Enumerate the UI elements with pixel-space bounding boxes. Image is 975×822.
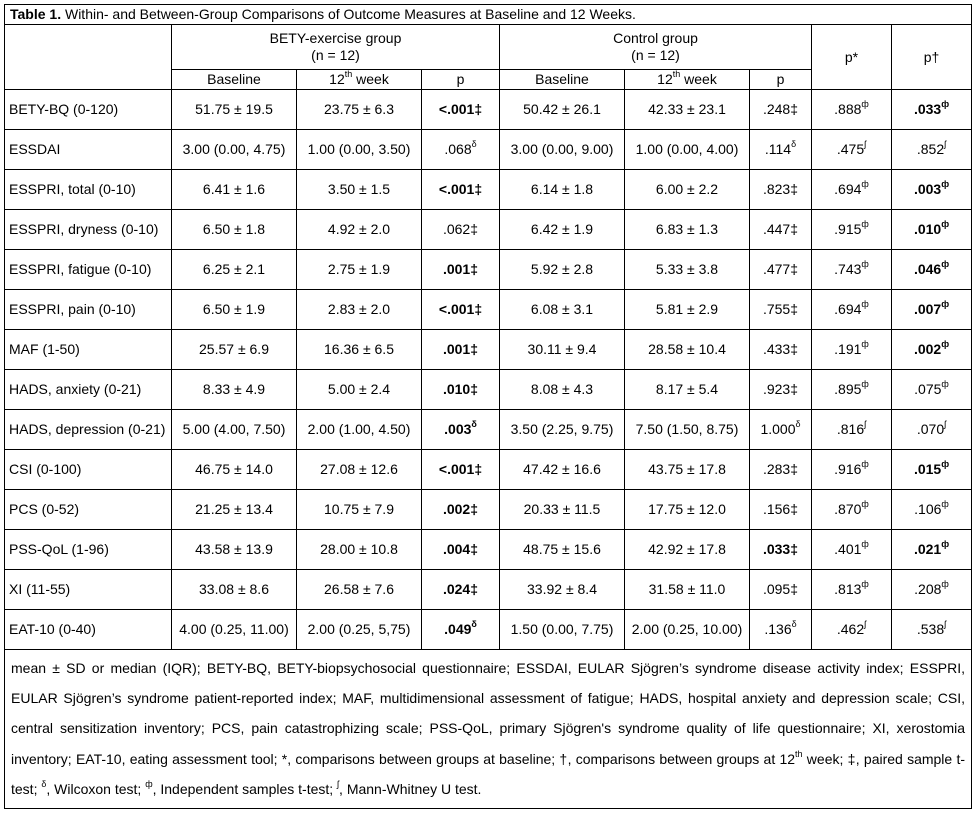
cell-exercise-week12: 2.75 ± 1.9 — [297, 250, 422, 290]
cell-exercise-week12: 5.00 ± 2.4 — [297, 370, 422, 410]
cell-p-dagger: $.010^ф$ — [892, 210, 972, 250]
cell-exercise-p: .001‡ — [422, 330, 500, 370]
cell-p-dagger: $.046^ф$ — [892, 250, 972, 290]
cell-measure: PSS-QoL (1-96) — [5, 530, 172, 570]
cell-control-baseline: 30.11 ± 9.4 — [500, 330, 625, 370]
cell-p-dagger: $.852^ʃ$ — [892, 130, 972, 170]
table-row — [5, 330, 972, 370]
table-row — [5, 450, 972, 490]
group-control-name: Control group — [613, 30, 698, 46]
cell-measure: PCS (0-52) — [5, 490, 172, 530]
cell-control-p: .433‡ — [750, 330, 812, 370]
cell-p-dagger: $.208^ф$ — [892, 570, 972, 610]
cell-exercise-baseline: 6.41 ± 1.6 — [172, 170, 297, 210]
cell-control-baseline: 50.42 ± 26.1 — [500, 90, 625, 130]
cell-exercise-p: $.049^\delta$ — [422, 610, 500, 650]
cell-control-p: .823‡ — [750, 170, 812, 210]
cell-p-star: $.915^ф$ — [812, 210, 892, 250]
cell-control-baseline: 8.08 ± 4.3 — [500, 370, 625, 410]
cell-control-p: .095‡ — [750, 570, 812, 610]
subheader-exercise-week12: 12th week — [297, 70, 422, 90]
table-footnote: mean ± SD or median (IQR); BETY-BQ, BETY-biopsychosocial questionnaire; ESSDAI, EULAR Sjögren’s syndrome disease activity index; ESSPRI, EULAR Sjögren’s syndrome patient-reported index; MAF, multidimensional assessment of fatigue; HADS, hospital anxiety and depression scale; CSI, central sensitization inventory; PCS, pain catastrophizing scale; PSS-QoL, primary Sjögren's syndrome quality of life questionnaire; XI, xerostomia inventory; EAT-10, eating assessment tool; *, comparisons between groups at baseline; †, comparisons between groups at 12th week; ‡, paired sample t-test; $^\delta$, Wilcoxon test; $^ф$, Independent samples t-test; $^ʃ$, Mann-Whitney U test. — [5, 650, 972, 809]
cell-control-p: $1.000^\delta$ — [750, 410, 812, 450]
table-row — [5, 610, 972, 650]
subheader-control-week12: 12th week — [625, 70, 750, 90]
table-row — [5, 290, 972, 330]
cell-measure: MAF (1-50) — [5, 330, 172, 370]
table-row — [5, 370, 972, 410]
header-group-control — [500, 25, 812, 70]
cell-control-p: $.136^\delta$ — [750, 610, 812, 650]
cell-exercise-week12: 28.00 ± 10.8 — [297, 530, 422, 570]
cell-p-star: $.462^ʃ$ — [812, 610, 892, 650]
cell-exercise-week12: 4.92 ± 2.0 — [297, 210, 422, 250]
cell-p-star: $.191^ф$ — [812, 330, 892, 370]
cell-p-dagger: $.075^ф$ — [892, 370, 972, 410]
cell-exercise-p: <.001‡ — [422, 290, 500, 330]
cell-exercise-p: .001‡ — [422, 250, 500, 290]
header-p-star: p* — [812, 25, 892, 90]
results-table — [4, 4, 972, 809]
table-row — [5, 170, 972, 210]
cell-exercise-week12: 2.00 (1.00, 4.50) — [297, 410, 422, 450]
table-row — [5, 570, 972, 610]
cell-exercise-p: $.003^\delta$ — [422, 410, 500, 450]
cell-measure: ESSPRI, fatigue (0-10) — [5, 250, 172, 290]
cell-exercise-p: .010‡ — [422, 370, 500, 410]
cell-exercise-week12: 10.75 ± 7.9 — [297, 490, 422, 530]
cell-control-p: .283‡ — [750, 450, 812, 490]
cell-p-star: $.401^ф$ — [812, 530, 892, 570]
cell-exercise-baseline: 43.58 ± 13.9 — [172, 530, 297, 570]
cell-exercise-baseline: 46.75 ± 14.0 — [172, 450, 297, 490]
cell-measure: XI (11-55) — [5, 570, 172, 610]
cell-measure: HADS, depression (0-21) — [5, 410, 172, 450]
table-row — [5, 410, 972, 450]
cell-p-dagger: $.021^ф$ — [892, 530, 972, 570]
cell-control-baseline: 33.92 ± 8.4 — [500, 570, 625, 610]
cell-control-baseline: 3.50 (2.25, 9.75) — [500, 410, 625, 450]
cell-control-baseline: 6.42 ± 1.9 — [500, 210, 625, 250]
cell-measure: ESSPRI, total (0-10) — [5, 170, 172, 210]
subheader-control-baseline: Baseline — [500, 70, 625, 90]
cell-control-week12: 1.00 (0.00, 4.00) — [625, 130, 750, 170]
cell-control-p: .156‡ — [750, 490, 812, 530]
cell-control-p: .248‡ — [750, 90, 812, 130]
cell-exercise-week12: 16.36 ± 6.5 — [297, 330, 422, 370]
cell-measure: ESSPRI, dryness (0-10) — [5, 210, 172, 250]
cell-p-star: $.816^ʃ$ — [812, 410, 892, 450]
cell-control-week12: 5.33 ± 3.8 — [625, 250, 750, 290]
cell-control-week12: 5.81 ± 2.9 — [625, 290, 750, 330]
cell-p-star: $.475^ʃ$ — [812, 130, 892, 170]
cell-exercise-p: .062‡ — [422, 210, 500, 250]
cell-exercise-baseline: 6.50 ± 1.9 — [172, 290, 297, 330]
cell-exercise-baseline: 51.75 ± 19.5 — [172, 90, 297, 130]
cell-p-dagger: $.106^ф$ — [892, 490, 972, 530]
cell-control-week12: 31.58 ± 11.0 — [625, 570, 750, 610]
table-row — [5, 210, 972, 250]
cell-p-dagger: $.002^ф$ — [892, 330, 972, 370]
cell-control-week12: 42.92 ± 17.8 — [625, 530, 750, 570]
cell-p-star: $.888^ф$ — [812, 90, 892, 130]
cell-exercise-baseline: 3.00 (0.00, 4.75) — [172, 130, 297, 170]
table-row — [5, 130, 972, 170]
table-row — [5, 530, 972, 570]
group-exercise-name: BETY-exercise group — [269, 30, 402, 46]
cell-p-star: $.743^ф$ — [812, 250, 892, 290]
cell-exercise-baseline: 21.25 ± 13.4 — [172, 490, 297, 530]
cell-control-p: .755‡ — [750, 290, 812, 330]
document — [4, 4, 971, 809]
caption-text: Within- and Between-Group Comparisons of Outcome Measures at Baseline and 12 Weeks. — [64, 6, 636, 22]
cell-p-star: $.895^ф$ — [812, 370, 892, 410]
cell-p-star: $.870^ф$ — [812, 490, 892, 530]
subheader-control-p: p — [750, 70, 812, 90]
cell-p-dagger: $.007^ф$ — [892, 290, 972, 330]
cell-measure: ESSDAI — [5, 130, 172, 170]
cell-exercise-baseline: 25.57 ± 6.9 — [172, 330, 297, 370]
header-group-exercise — [172, 25, 500, 70]
cell-p-dagger: $.070^ʃ$ — [892, 410, 972, 450]
cell-p-star: $.916^ф$ — [812, 450, 892, 490]
caption-label: Table 1. — [10, 6, 62, 22]
cell-exercise-p: .024‡ — [422, 570, 500, 610]
table-caption — [5, 5, 972, 25]
cell-control-p: .447‡ — [750, 210, 812, 250]
cell-p-dagger: $.015^ф$ — [892, 450, 972, 490]
cell-control-baseline: 5.92 ± 2.8 — [500, 250, 625, 290]
cell-control-p: .477‡ — [750, 250, 812, 290]
group-control-n: (n = 12) — [631, 47, 680, 63]
cell-exercise-week12: 1.00 (0.00, 3.50) — [297, 130, 422, 170]
cell-exercise-week12: 2.00 (0.25, 5,75) — [297, 610, 422, 650]
cell-control-p: .923‡ — [750, 370, 812, 410]
subheader-exercise-baseline: Baseline — [172, 70, 297, 90]
cell-exercise-p: $.068^\delta$ — [422, 130, 500, 170]
subheader-exercise-p: p — [422, 70, 500, 90]
cell-exercise-p: <.001‡ — [422, 90, 500, 130]
cell-exercise-baseline: 5.00 (4.00, 7.50) — [172, 410, 297, 450]
cell-control-week12: 17.75 ± 12.0 — [625, 490, 750, 530]
cell-exercise-p: <.001‡ — [422, 450, 500, 490]
cell-control-baseline: 47.42 ± 16.6 — [500, 450, 625, 490]
cell-exercise-baseline: 6.25 ± 2.1 — [172, 250, 297, 290]
group-exercise-n: (n = 12) — [311, 47, 360, 63]
cell-measure: BETY-BQ (0-120) — [5, 90, 172, 130]
cell-p-dagger: $.538^ʃ$ — [892, 610, 972, 650]
cell-exercise-baseline: 8.33 ± 4.9 — [172, 370, 297, 410]
cell-control-week12: 28.58 ± 10.4 — [625, 330, 750, 370]
cell-control-p: $.114^\delta$ — [750, 130, 812, 170]
cell-control-p: .033‡ — [750, 530, 812, 570]
cell-control-week12: 8.17 ± 5.4 — [625, 370, 750, 410]
cell-control-baseline: 6.08 ± 3.1 — [500, 290, 625, 330]
cell-exercise-p: .002‡ — [422, 490, 500, 530]
cell-p-star: $.813^ф$ — [812, 570, 892, 610]
cell-control-week12: 6.00 ± 2.2 — [625, 170, 750, 210]
cell-control-baseline: 1.50 (0.00, 7.75) — [500, 610, 625, 650]
header-p-dagger: p† — [892, 25, 972, 90]
cell-control-baseline: 48.75 ± 15.6 — [500, 530, 625, 570]
table-row — [5, 490, 972, 530]
cell-control-baseline: 6.14 ± 1.8 — [500, 170, 625, 210]
cell-p-star: $.694^ф$ — [812, 290, 892, 330]
cell-measure: HADS, anxiety (0-21) — [5, 370, 172, 410]
cell-control-week12: 7.50 (1.50, 8.75) — [625, 410, 750, 450]
cell-control-baseline: 20.33 ± 11.5 — [500, 490, 625, 530]
cell-p-dagger: $.033^ф$ — [892, 90, 972, 130]
cell-measure: ESSPRI, pain (0-10) — [5, 290, 172, 330]
cell-control-baseline: 3.00 (0.00, 9.00) — [500, 130, 625, 170]
cell-control-week12: 6.83 ± 1.3 — [625, 210, 750, 250]
cell-exercise-baseline: 6.50 ± 1.8 — [172, 210, 297, 250]
header-measure-empty — [5, 25, 172, 90]
cell-control-week12: 2.00 (0.25, 10.00) — [625, 610, 750, 650]
cell-control-week12: 43.75 ± 17.8 — [625, 450, 750, 490]
cell-exercise-p: .004‡ — [422, 530, 500, 570]
cell-exercise-week12: 23.75 ± 6.3 — [297, 90, 422, 130]
cell-exercise-baseline: 4.00 (0.25, 11.00) — [172, 610, 297, 650]
table-row — [5, 250, 972, 290]
cell-control-week12: 42.33 ± 23.1 — [625, 90, 750, 130]
cell-exercise-p: <.001‡ — [422, 170, 500, 210]
table-row — [5, 90, 972, 130]
cell-measure: EAT-10 (0-40) — [5, 610, 172, 650]
cell-exercise-week12: 3.50 ± 1.5 — [297, 170, 422, 210]
cell-exercise-week12: 26.58 ± 7.6 — [297, 570, 422, 610]
cell-exercise-baseline: 33.08 ± 8.6 — [172, 570, 297, 610]
cell-p-dagger: $.003^ф$ — [892, 170, 972, 210]
cell-p-star: $.694^ф$ — [812, 170, 892, 210]
cell-exercise-week12: 27.08 ± 12.6 — [297, 450, 422, 490]
cell-measure: CSI (0-100) — [5, 450, 172, 490]
cell-exercise-week12: 2.83 ± 2.0 — [297, 290, 422, 330]
